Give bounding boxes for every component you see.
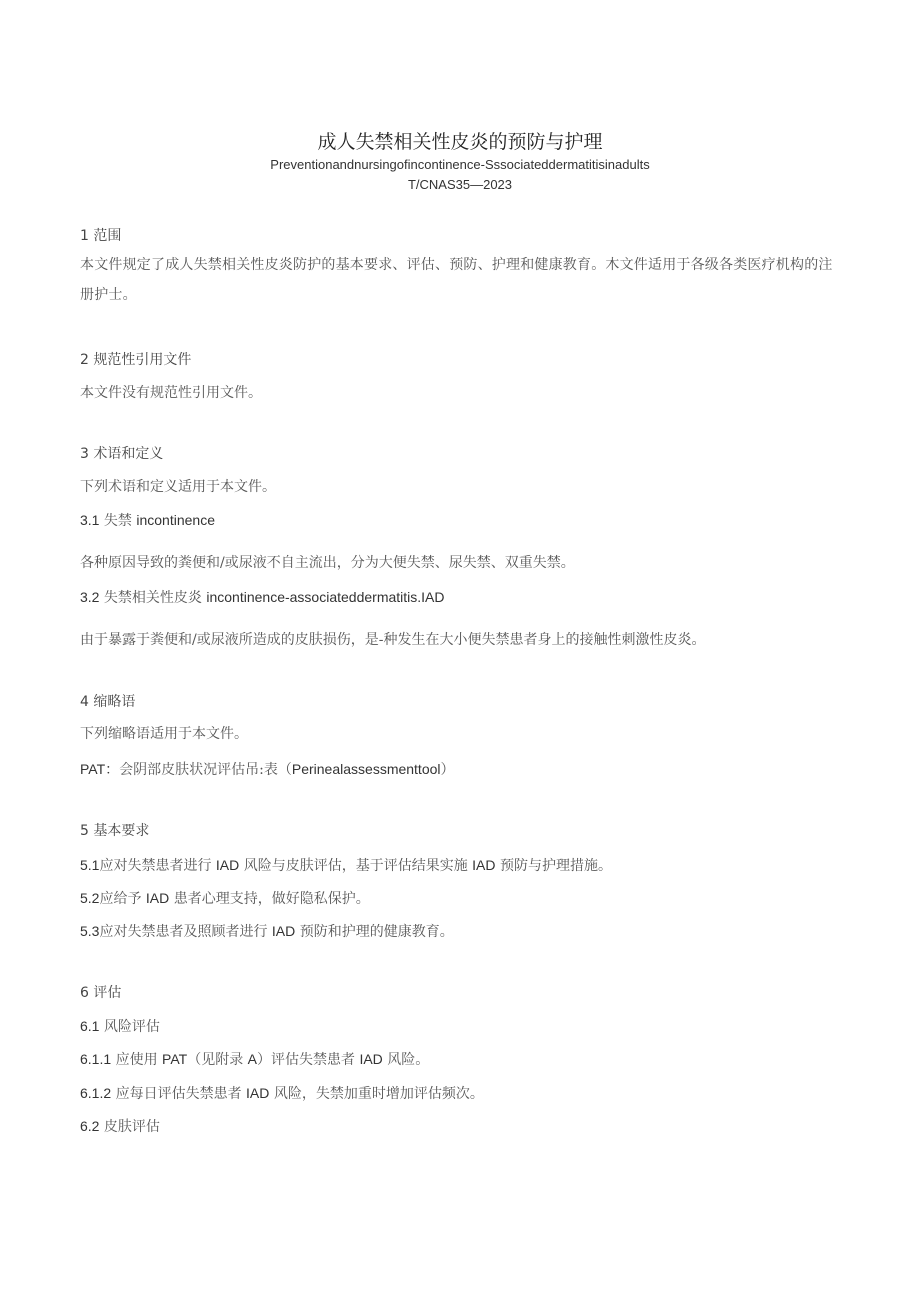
standard-code: T/CNAS35—2023 <box>407 177 513 192</box>
item-term: IAD <box>359 1051 383 1067</box>
item-text: 风险，失禁加重时增加评估频次。 <box>273 1086 484 1102</box>
term-chinese: 失禁相关性皮炎 <box>103 590 202 606</box>
requirement-5-2 <box>80 888 370 908</box>
item-text: 风险评估 <box>103 1019 160 1035</box>
item-term: IAD <box>145 890 170 906</box>
section-2-heading: 2 规范性引用文件 <box>80 352 192 368</box>
item-text: 风险。 <box>387 1052 430 1068</box>
requirement-5-1 <box>80 855 612 875</box>
section-3-heading: 3 术语和定义 <box>80 446 164 462</box>
section-1-heading: 1 范围 <box>80 228 122 244</box>
term-chinese: 失禁 <box>103 513 132 529</box>
item-text: （见附录 <box>187 1052 244 1068</box>
section-4-heading: 4 缩略语 <box>80 694 136 710</box>
item-text: 预防和护理的健康教育。 <box>299 924 454 940</box>
item-term: IAD <box>246 1085 270 1101</box>
abbreviation-close: ） <box>440 762 455 778</box>
term-english: incontinence <box>136 512 215 528</box>
item-text: 预防与护理措施。 <box>499 858 612 874</box>
item-text: 风险与皮肤评估，基于评估结果实施 <box>243 858 468 874</box>
item-number: 6.2 <box>80 1118 100 1134</box>
item-term: IAD <box>215 857 240 873</box>
abbreviation-pat <box>80 759 455 779</box>
term-number: 3.2 <box>80 589 100 605</box>
item-number: 6.1.2 <box>80 1085 112 1101</box>
item-term: IAD <box>271 923 296 939</box>
document-subtitle-english: Preventionandnursingofincontinence-Sssociateddermatitisinadults <box>270 157 650 172</box>
subsection-6-1-heading <box>80 1016 160 1036</box>
item-number: 5.2 <box>80 890 100 906</box>
item-number: 6.1.1 <box>80 1051 112 1067</box>
abbreviation-key: PAT： <box>80 761 120 777</box>
item-number: 5.1 <box>80 857 100 873</box>
requirement-5-3 <box>80 921 454 941</box>
term-3-1-definition: 各种原因导致的粪便和/或尿液不自主流出，分为大便失禁、尿失禁、双重失禁。 <box>80 555 575 571</box>
item-text: 应使用 <box>115 1052 158 1068</box>
item-text: 皮肤评估 <box>103 1119 160 1135</box>
item-term: IAD <box>472 857 496 873</box>
section-3-paragraph: 下列术语和定义适用于本文件。 <box>80 479 276 495</box>
item-6-1-2 <box>80 1083 484 1103</box>
item-text: 应对失禁患者及照顾者进行 <box>99 924 268 940</box>
item-text: ）评估失禁患者 <box>257 1052 355 1068</box>
section-5-heading: 5 基本要求 <box>80 823 150 839</box>
term-3-1-heading <box>80 510 215 530</box>
section-6-heading: 6 评估 <box>80 985 122 1001</box>
item-term: A <box>247 1051 257 1067</box>
term-3-2-definition: 由于暴露于粪便和/或尿液所造成的皮肤损伤，是-种发生在大小便失禁患者身上的接触性刺激性皮炎。 <box>80 632 706 648</box>
section-1-paragraph: 本文件规定了成人失禁相关性皮炎防护的基本要求、评估、预防、护理和健康教育。木文件适用于各级各类医疗机构的注册护士。 <box>80 257 833 303</box>
item-number: 5.3 <box>80 923 100 939</box>
item-6-1-1 <box>80 1049 429 1069</box>
term-english: incontinence-associateddermatitis.IAD <box>206 589 445 605</box>
item-term: PAT <box>162 1051 188 1067</box>
item-text: 患者心理支持，做好隐私保护。 <box>173 891 370 907</box>
item-text: 应每日评估失禁患者 <box>115 1086 242 1102</box>
subsection-6-2-heading <box>80 1116 160 1136</box>
document-title: 成人失禁相关性皮炎的预防与护理 <box>317 131 603 153</box>
term-number: 3.1 <box>80 512 100 528</box>
item-text: 应给予 <box>99 891 142 907</box>
section-2-paragraph: 本文件没有规范性引用文件。 <box>80 385 262 401</box>
item-text: 应对失禁患者进行 <box>99 858 212 874</box>
item-number: 6.1 <box>80 1018 100 1034</box>
term-3-2-heading <box>80 587 445 607</box>
section-4-paragraph: 下列缩略语适用于本文件。 <box>80 726 248 742</box>
abbreviation-chinese: 会阴部皮肤状况评估吊:表（ <box>119 762 292 778</box>
abbreviation-english: Perinealassessmenttool <box>291 761 441 777</box>
